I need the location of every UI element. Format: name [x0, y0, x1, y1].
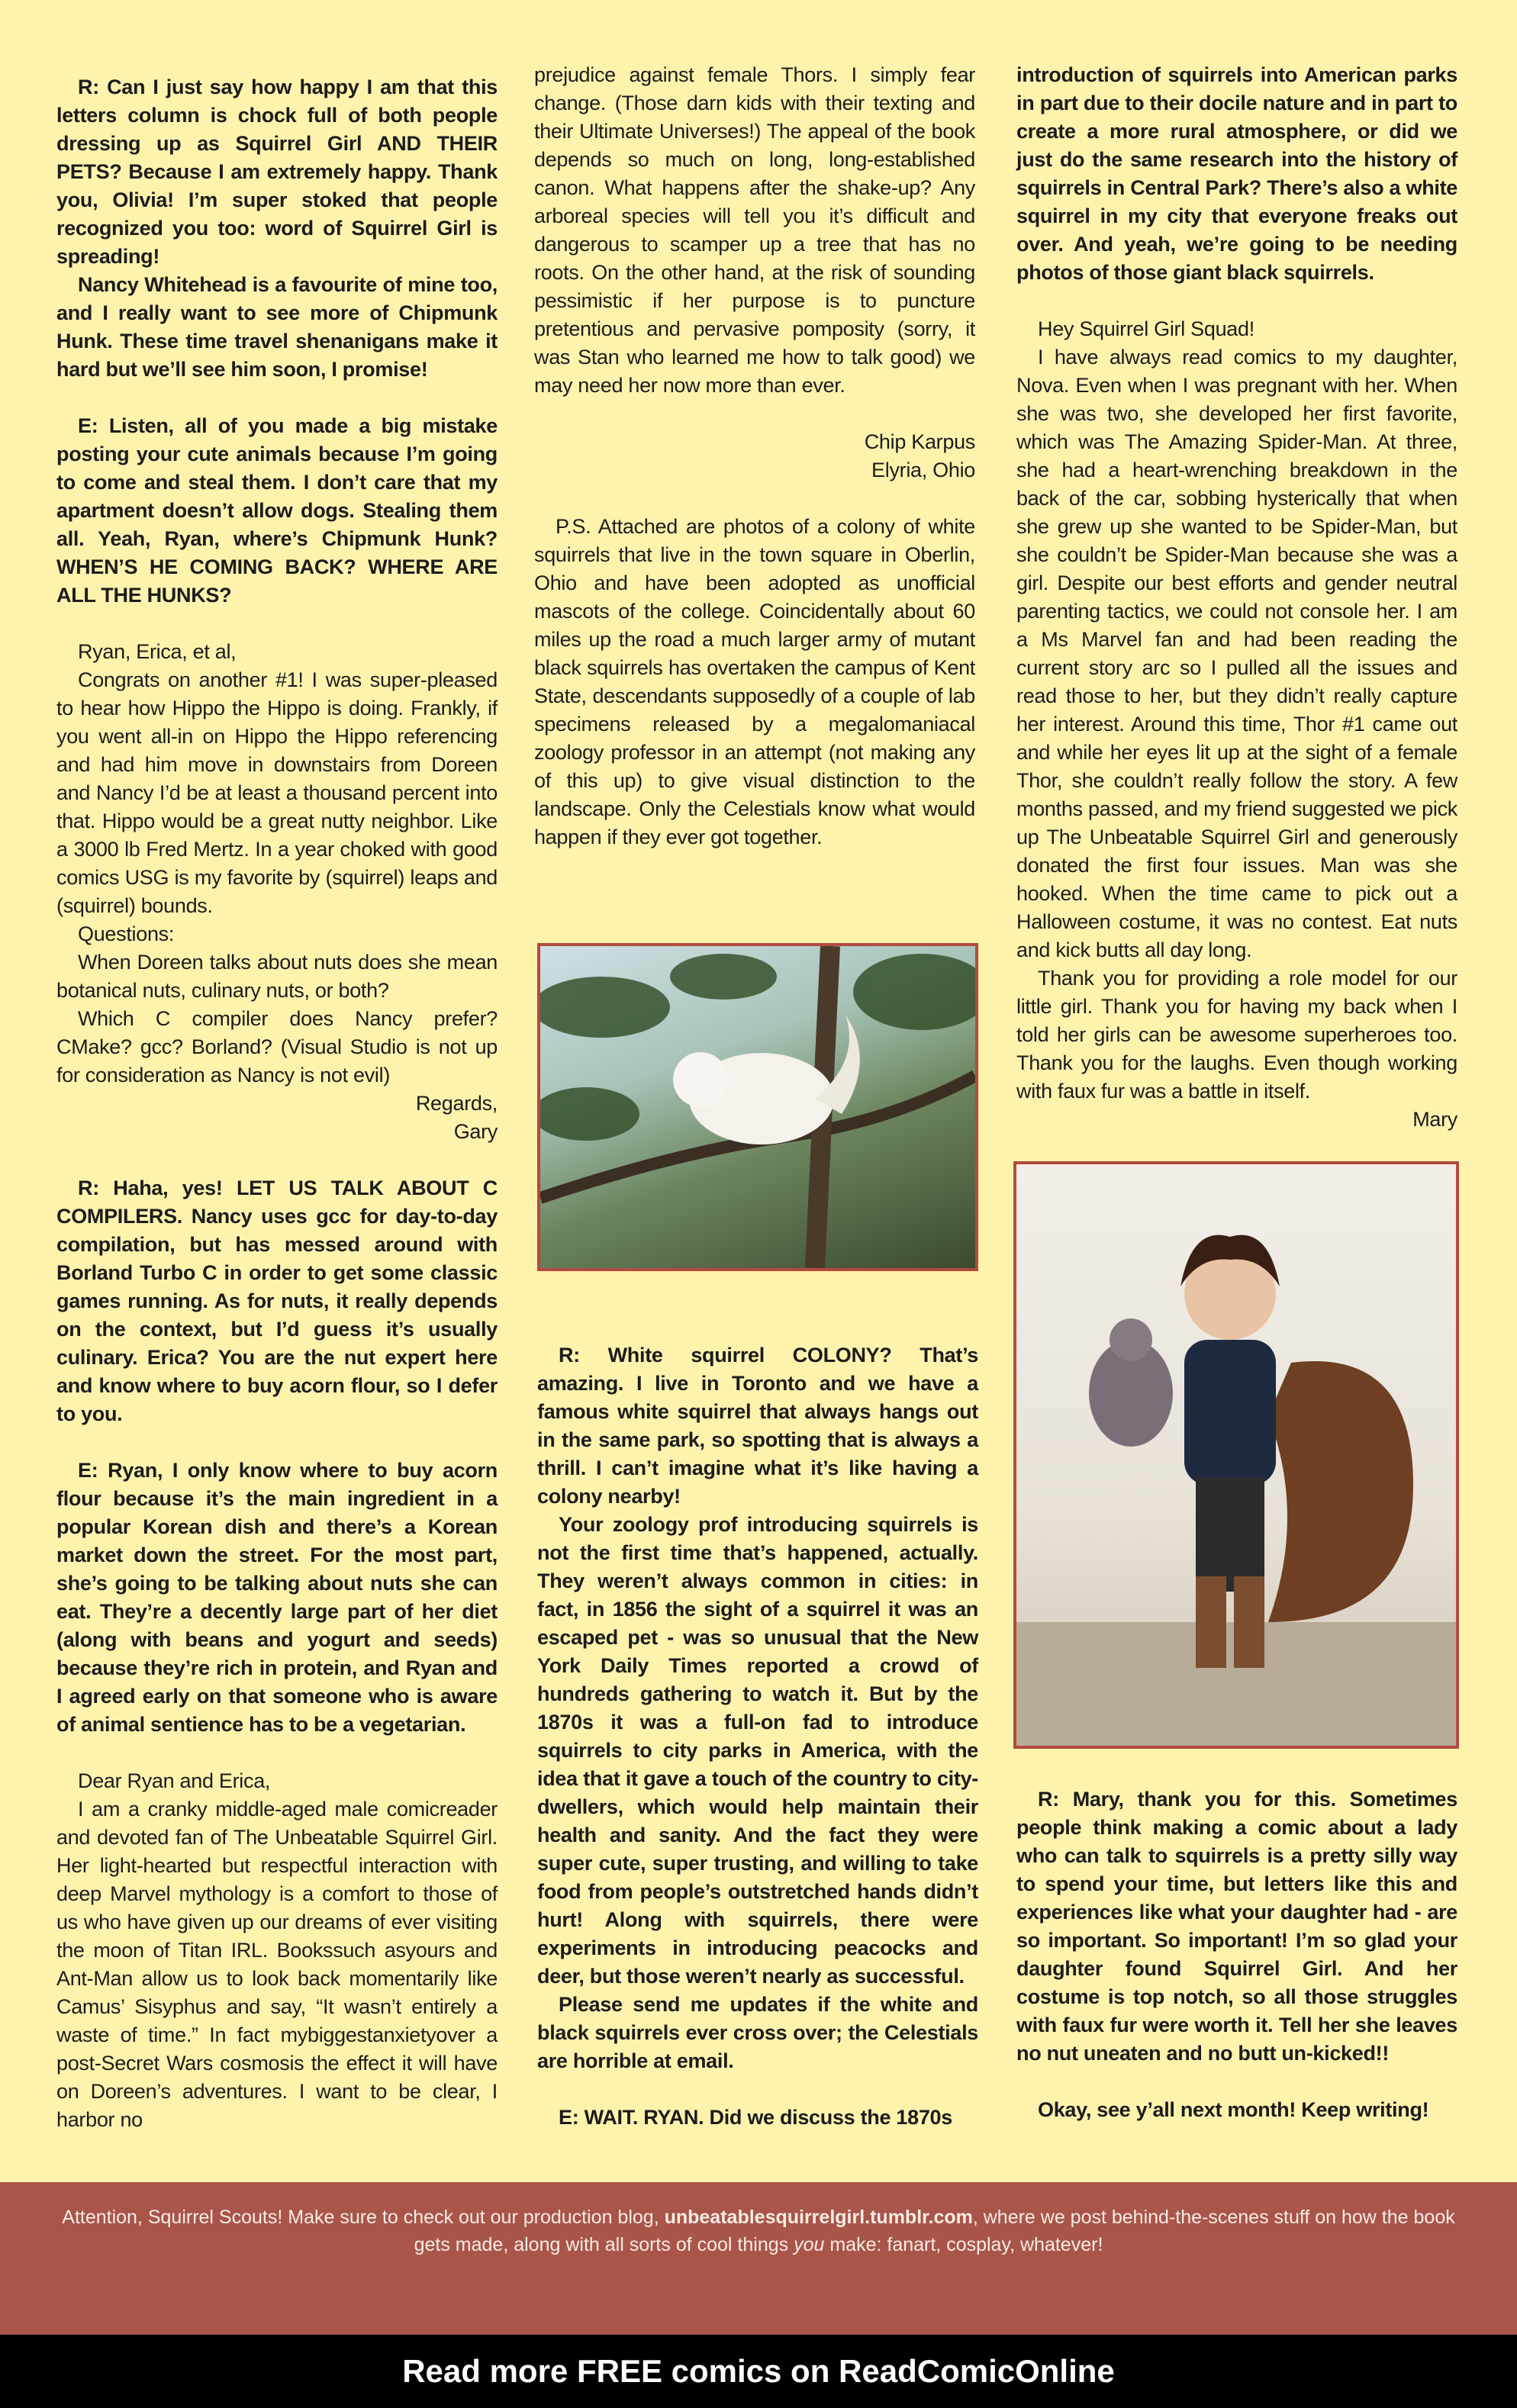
letter-gary-q2: Which C compiler does Nancy prefer? CMake? gcc? Borland? (Visual Studio is not up for consideration as Nancy is not evil) — [56, 1007, 498, 1086]
letter-chip-signature: Chip Karpus — [864, 430, 975, 453]
letters-column-2 — [534, 61, 975, 851]
letter-gary-questions: Questions: — [78, 922, 175, 945]
letter-gary-signature: Gary — [453, 1120, 498, 1143]
white-squirrel-illustration — [540, 946, 975, 1268]
letter-mary-signature: Mary — [1412, 1108, 1457, 1131]
letter-gary-regards: Regards, — [415, 1092, 498, 1115]
banner-text-c: make: fanart, cosplay, whatever! — [824, 2234, 1103, 2255]
girl-costume-photo — [1013, 1161, 1459, 1749]
reply-ryan-5: Your zoology prof introducing squirrels is not the first time that’s happened, actually. They weren’t always common in cities: in fact, in 1856 the sight of a squirrel it was an escaped pet - was so unusual that the New York Daily Times reported a crowd of hundreds gathering to watch it. But by the 1870s it was a full-on fad to introduce squirrels to city parks in America, with the idea that it gave a touch of the country to city-dwellers, which would help maintain their health and sanity. And the fact they were super cute, super trusting, and willing to take food from people’s outstretched hands didn’t hurt! Along with squirrels, there were experiments in introducing peacocks and deer, but those weren’t nearly as successful. — [537, 1513, 978, 1988]
reply-ryan-2: Nancy Whitehead is a favourite of mine too, and I really want to see more of Chipmunk Hunk. These time travel shenanigans make it hard but we’ll see him soon, I promise! — [56, 273, 498, 381]
reply-ryan-1: R: Can I just say how happy I am that this letters column is chock full of both people dressing up as Squirrel Girl AND THEIR PETS? Because I am extremely happy. Thank you, Olivia! I’m super stoked that people recognized you too: word of Squirrel Girl is spreading! — [56, 76, 498, 268]
letter-salutation-2: Dear Ryan and Erica, — [78, 1769, 271, 1792]
letter-gary-body: Congrats on another #1! I was super-pleased to hear how Hippo the Hippo is doing. Frankly, if you went all-in on Hippo the Hippo referencing and had him move in downstairs from Doreen and Nancy I’d be at least a thousand percent into that. Hippo would be a great nutty neighbor. Like a 3000 lb Fred Mertz. In a year choked with good comics USG is my favorite by (squirrel) leaps and (squirrel) bounds. — [56, 668, 498, 917]
reply-ryan-3: R: Haha, yes! LET US TALK ABOUT C COMPILERS. Nancy uses gcc for day-to-day compilation, but has messed around with Borland Turbo C in order to get some classic games running. As for nuts, it really depends on the context, but I’d guess it’s usually culinary. Erica? You are the nut expert here and know where to buy acorn flour, so I defer to you. — [56, 1177, 498, 1425]
white-squirrel-photo — [537, 943, 978, 1271]
letter-chip-location: Elyria, Ohio — [871, 459, 975, 481]
reply-erica-1: E: Listen, all of you made a big mistake posting your cute animals because I’m going to come and steal them. I don’t care that my apartment doesn’t allow dogs. Stealing them all. Yeah, Ryan, where’s Chipmunk Hunk? WHEN’S HE COMING BACK? WHERE ARE ALL THE HUNKS? — [56, 414, 498, 607]
letters-column-3-lower — [1016, 1785, 1457, 2124]
reply-ryan-7: R: Mary, thank you for this. Sometimes people think making a comic about a lady who can talk to squirrels is a pretty silly way to spend your time, but letters like this and experiences like what your daughter had - are so important. So important! I’m so glad your daughter found Squirrel Girl. And her costume is top notch, so all those struggles with faux fur were worth it. Tell her she leaves no nut uneaten and no butt un-kicked!! — [1016, 1788, 1457, 2065]
squirrel-costume-illustration — [1016, 1164, 1456, 1746]
squirrel-scouts-banner — [0, 2182, 1517, 2335]
letter-salutation: Ryan, Erica, et al, — [78, 640, 237, 663]
banner-emphasis: you — [794, 2234, 825, 2255]
blog-link[interactable]: unbeatablesquirrelgirl.tumblr.com — [664, 2207, 973, 2228]
letter-mary-thanks: Thank you for providing a role model for our little girl. Thank you for having my back when I told her girls can be awesome superheroes too. Thank you for the laughs. Even though working with faux fur was a battle in itself. — [1016, 967, 1457, 1103]
reply-erica-3: E: WAIT. RYAN. Did we discuss the 1870s — [559, 2106, 952, 2129]
letter-chip-body: I am a cranky middle-aged male comicreader and devoted fan of The Unbeatable Squirrel Girl. Her light-hearted but respectful interaction with deep Marvel mythology is a comfort to those of us who have given up our dreams of ever visiting the moon of Titan IRL. Bookssuch asyours and Ant-Man allow us to look back momentarily like Camus’ Sisyphus and say, “It wasn’t entirely a waste of time.” In fact mybiggestanxietyover a post-Secret Wars cosmosis the effect it will have on Doreen’s adventures. I want to be clear, I harbor no — [56, 1798, 498, 2131]
letter-mary-salutation: Hey Squirrel Girl Squad! — [1038, 317, 1255, 340]
letter-mary-body: I have always read comics to my daughter, Nova. Even when I was pregnant with her. When she was two, she developed her first favorite, which was The Amazing Spider-Man. At three, she had a heart-wrenching breakdown in the back of the car, sobbing hysterically that when she grew up she wanted to be Spider-Man, but she couldn’t be Spider-Man because she was a girl. Despite our best efforts and gender neutral parenting tactics, we could not console her. I am a Ms Marvel fan and had been reading the current story arc so I pulled all the issues and read those to her, but they didn’t really capture her interest. Around this time, Thor #1 came out and while her eyes lit up at the sight of a female Thor, she couldn’t really follow the story. A few months passed, and my friend suggested we pick up The Unbeatable Squirrel Girl and generously donated the first four issues. Man was she hooked. When the time came to pick out a Halloween costume, it was no contest. Eat nuts and kick butts all day long. — [1016, 346, 1457, 961]
reply-ryan-4: R: White squirrel COLONY? That’s amazing. I live in Toronto and we have a famous white squirrel that always hangs out in the same park, so spotting that is always a thrill. I can’t imagine what it’s like having a colony nearby! — [537, 1344, 978, 1508]
banner-text-b: , where we post behind-the-scenes stuff on how the book gets made, along with all sorts of cool things — [414, 2207, 1455, 2255]
signoff: Okay, see y’all next month! Keep writing! — [1038, 2098, 1429, 2121]
letters-column-3 — [1016, 61, 1457, 1134]
letters-column-1 — [56, 73, 498, 2134]
banner-text-a: Attention, Squirrel Scouts! Make sure to check out our production blog, — [62, 2207, 665, 2228]
reply-erica-3-cont: introduction of squirrels into American parks in part due to their docile nature and in part to create a more rural atmosphere, or did we just do the same research into the history of squirrels in Central Park? There’s also a white squirrel in my city that everyone freaks out over. And yeah, we’re going to be needing photos of those giant black squirrels. — [1016, 63, 1457, 284]
letter-chip-body-cont: prejudice against female Thors. I simply fear change. (Those darn kids with their texting and their Ultimate Universes!) The appeal of the book depends so much on long, long-established canon. What happens after the shake-up? Any arboreal species will tell you it’s difficult and dangerous to scamper up a tree that has no roots. On the other hand, at the risk of sounding pessimistic if her purpose is to puncture pretentious and pervasive pomposity (sorry, it was Stan who learned me how to talk good) we may need her now more than ever. — [534, 63, 975, 397]
letter-gary-q1: When Doreen talks about nuts does she mean botanical nuts, culinary nuts, or both? — [56, 951, 498, 1002]
reply-ryan-6: Please send me updates if the white and black squirrels ever cross over; the Celestials are horrible at email. — [537, 1993, 978, 2072]
letter-chip-ps: P.S. Attached are photos of a colony of white squirrels that live in the town square in Oberlin, Ohio and have been adopted as unofficial mascots of the college. Coincidentally about 60 miles up the road a much larger army of mutant black squirrels has overtaken the campus of Kent State, descendants supposedly of a couple of lab specimens released by a megalomaniacal zoology professor in an attempt (not making any of this up) to give visual distinction to the landscape. Only the Celestials know what would happen if they ever got together. — [534, 515, 975, 848]
letters-column-2-lower — [537, 1341, 978, 2132]
reply-erica-2: E: Ryan, I only know where to buy acorn flour because it’s the main ingredient in a popular Korean dish and there’s a Korean market down the street. For the most part, she’s going to be talking about nuts she can eat. They’re a decently large part of her diet (along with beans and yogurt and seeds) because they’re rich in protein, and Ryan and I agreed early on that someone who is aware of animal sentience has to be a vegetarian. — [56, 1459, 498, 1736]
footer-promo[interactable]: Read more FREE comics on ReadComicOnline — [0, 2335, 1517, 2408]
